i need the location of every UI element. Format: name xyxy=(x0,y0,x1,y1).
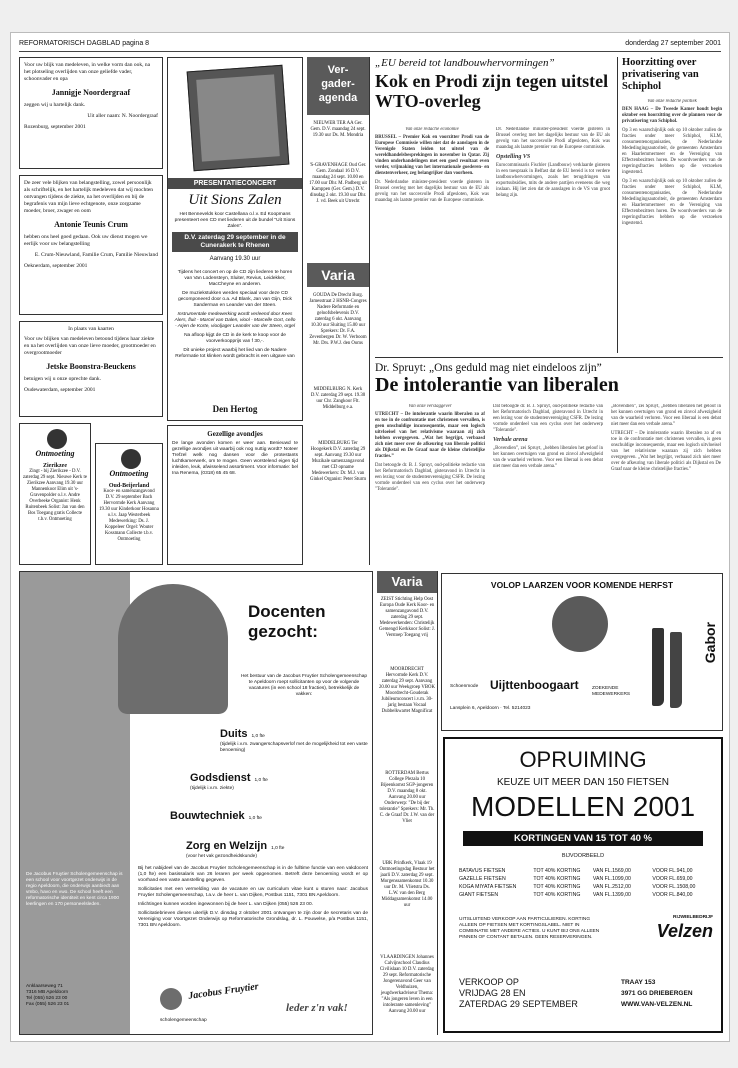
opruiming-discount-band: KORTINGEN VAN 15 TOT 40 % xyxy=(463,831,703,846)
sub-logo: ZOEKENDE MEDEWERKERS xyxy=(592,686,631,697)
article-byline: Van onze redactie economie xyxy=(405,127,459,132)
price-table xyxy=(459,867,707,899)
concert-time: Aanvang 19.30 uur xyxy=(209,256,261,262)
price-cell: VOOR FL.659,00 xyxy=(652,876,693,882)
logo-mark-icon xyxy=(160,988,182,1010)
store-prefix: Schoenmode xyxy=(450,684,479,689)
vacancy-zorg-welzijn xyxy=(186,836,370,860)
circle-logo-icon xyxy=(121,449,141,469)
store-name: Uijttenboogaart xyxy=(490,678,579,692)
den-hertog-logo: Den Hertog xyxy=(212,404,258,414)
article-body: UTRECHT – De intolerantie waarin liberalen zo af en toe in de confrontatie met christenen vervallen, is geen onschuldige inconsequentie, maar een logisch uitvloeisel van het relativisme waaraan zij zich hebben overgegeven. „Wat het begrijpt, verbaasd zich niet meer over de afkeuring van liberale politici als Dijkstal en De Graaf naar de kleine christelijke fracties.” xyxy=(611,431,721,472)
ad-slogan: leder z'n vak! xyxy=(286,1002,348,1014)
article-body: Eurocommissaris Fischler (Landbouw) verklaarde gisteren in een toespraak in Belfast dat de EU bereid is tot verdere landbouwhervormingen, zoals het terugdringen van exportsubsidies, mits de andere partijen eveneens die weg inslaan. Hij liet zien dat de aanslagen in de VS van groot belang zijn. xyxy=(496,163,610,198)
concert-title: Uit Sions Zalen xyxy=(188,192,282,208)
varia-entry: MIDDELBURG N. Kerk D.V. zaterdag 29 sept. 19.30 uur Chr. Zangkoor Flt. Middelburg e.a. xyxy=(310,387,366,410)
article-schiphol xyxy=(617,57,723,353)
varia-entry: GOUDA De Drecht Burg. Jamesstraat 2 HSNB-Congres Nadere Reformatie en geloofsbelevenis D.V. zaterdag 6 okt. Aanvang 10.30 uur Sluiting 15.00 uur Sprekers: Dr. F.A. Zevenbergen Dr. W. Verboom Mr. Drs. P.W.J. den Ooms xyxy=(309,293,367,346)
logo-name: Jacobus Fruytier xyxy=(187,981,260,1002)
price-row xyxy=(459,891,707,899)
vacancy-fte: 1,0 fte xyxy=(271,846,285,851)
varia-title: Varia xyxy=(307,263,369,287)
vacancy-fte: 1,0 fte xyxy=(254,778,268,783)
price-cell: VOOR FL.941,00 xyxy=(652,868,693,874)
article-intolerantie xyxy=(375,357,723,568)
vacancy-duits xyxy=(220,724,370,754)
varia-entry: ZEIST Stichting Help Oost Europa Oude Kerk Koor- en samenzangavond D.V. zaterdag 29 sept. Medewerkenden: Christelijk Gemengd Kerkkoor Solist: J. Verstoep Toegang vrij xyxy=(379,597,435,638)
gabor-brand-logo: Gabor xyxy=(702,622,718,664)
notice-place-date: Oudewaterdam, september 2001 xyxy=(24,387,96,393)
vacancy-note: (voor het vak gezondheidskunde) xyxy=(186,854,257,859)
price-cell: TOT 40% KORTING xyxy=(533,868,581,874)
ad-ontmoeting-zierikzee xyxy=(19,423,91,565)
ad-paragraph: Sollicitatiebrieven dienen uiterlijk D.V. dinsdag 2 oktober 2001 ontvangen te zijn door de secretaris van de Vereniging voor Voortgezet Onderwijs op Reformatorische Grondslag, dr. L. Pouwelse, p/a Postbus 1151, 7301 BN Apeldoorn. xyxy=(138,911,368,928)
sidebar-orange-panel xyxy=(20,572,130,1035)
concert-paragraph: Tijdens het concert en op de CD zijn liederen te horen van Van Lodensteyn, Sluiter, Revius, Leidekker, MacCheyne en anderen. xyxy=(177,270,293,287)
article-column-2 xyxy=(496,127,610,353)
ad-title: Oud-Beijerland xyxy=(108,483,150,489)
ad-text: Zingt - bij Zierikzee - D.V. zaterdag 29 sept. Nieuwe Kerk te Zierikzee Aanvang 19.30 uur Mannenkoor Elim uit 's-Gravenpolder o.l.v. Andre Overbeeke Organist: Henk Ruitenbeek Solist: Jan van den Bos Toegang gratis Collecte t.b.v. Ontmoeting xyxy=(23,469,87,522)
vacancy-note: (tijdelijk i.v.m. ziekte) xyxy=(190,786,234,791)
article-column-1 xyxy=(375,404,485,566)
title-line: Docenten xyxy=(248,602,326,621)
sale-line: ZATERDAG 29 SEPTEMBER xyxy=(459,999,578,1009)
price-cell: VAN FL.1569,00 xyxy=(592,868,631,874)
article-subhead: Verbale arena xyxy=(493,437,528,443)
concert-paragraph: Dit unieke project waarbij het lied van de Nadere Reformatie tot klinken wordt gebracht is een uitgave van xyxy=(175,348,295,359)
photo-man-image xyxy=(118,584,228,714)
ad-body xyxy=(138,866,368,929)
title-line: gader- xyxy=(321,78,355,90)
ad-headline: VOLOP LAARZEN VOOR KOMENDE HERFST xyxy=(490,580,674,590)
varia-entry: ROTTERDAM Bertus College Plezala 10 Bijeenkomst SGP-jongeren D.V. maandag 8 okt. Aanvang 20.00 uur Onderwerp: "De bij der tolerantie" Sprekers: Mr. Th. C. de Graaf Dr. J.W. van der Vliet xyxy=(379,771,435,824)
notice-text: hebben ons heel goed gedaan. Ook uw dienst mogen we eerlijk voor uw belangstelling xyxy=(24,234,148,247)
price-cell: GIANT FIETSEN xyxy=(459,892,499,898)
paper-name: REFORMATORISCH DAGBLAD pagina 8 xyxy=(19,40,150,47)
address-line: 3971 GG DRIEBERGEN xyxy=(621,990,693,997)
logo-brand-text: Velzen xyxy=(656,921,713,941)
varia-entry: MIDDELBURG Ter Hoogekerk D.V. zaterdag 29 sept. Aanvang 19.30 uur Muzikale samenzangavond met CD opname Medewerkers: Dr. M.J. van Ginkel Organist: Peter Sturm xyxy=(309,441,366,482)
jacobus-fruytier-logo xyxy=(160,980,280,1030)
concert-paragraph: Na afloop kijgt de CD in de kerk te koop voor de voorverkoopprijs van f 30,-. xyxy=(184,333,286,344)
deceased-name: Jetske Boonstra-Beuckens xyxy=(46,362,136,371)
sale-dates xyxy=(459,977,578,1010)
varia-column-2 xyxy=(377,571,438,1035)
varia-title: Varia xyxy=(377,571,437,593)
notice-signature: Uit aller naam: N. Noordergraaf xyxy=(87,113,158,119)
vacancy-title: Duits xyxy=(220,728,248,740)
price-row xyxy=(459,883,707,891)
opruiming-fineprint: UITSLUITEND VERKOOP AAN PARTICULIEREN. KORTING ALLEEN OP FIETSEN MET KORTINGSLABEL. NIET IN COMBINATIE MET ANDERE ACTIES. U KUNT BIJ ONS ALLEEN PINNEN OF CONTANT BETALEN. GEEN RESERVERINGEN. xyxy=(459,917,600,940)
ad-paragraph: Inlichtingen kunnen worden ingewonnen bij de heer L. van Dijken (055) 526 23 00. xyxy=(138,902,313,907)
ad-title: Zierikzee xyxy=(43,463,67,469)
notice-place-date: Oeknerdam, september 2001 xyxy=(24,263,88,269)
sale-line: VERKOOP OP xyxy=(459,977,519,987)
logo-text: Ontmoeting xyxy=(35,449,75,458)
title-line: gezocht: xyxy=(248,622,318,641)
ad-gezellige-avondjes xyxy=(167,425,303,565)
ad-title xyxy=(248,602,325,642)
ad-opruiming-velzen xyxy=(443,737,723,1033)
price-cell: TOT 40% KORTING xyxy=(533,884,581,890)
agenda-entry: NIEUWER TER AA Ger. Gem. D.V. maandag 24 sept. 19.30 uur Ds. M. Mondria xyxy=(310,121,366,138)
opruiming-title: OPRUIMING xyxy=(519,747,647,772)
article-body: „Bovendien”, zei Spruyt, „hebben liberalen het geloof in het kunnen overtuigen van grond en zinvol afwezigheid van de waarheid verloren. Voor een liberaal is een debat niet meer dan een verbale arena.” xyxy=(611,404,721,427)
article-body: Dr. Nederlandse minister-president voerde gisteren in Brussel overleg met het dagelijks bestuur van de EU als gevolg van het succesvolle Prodi afgesloten, Kok was maandag als laatste premier van de Europese commissie. xyxy=(375,180,489,203)
notice-noordergraaf xyxy=(19,57,163,169)
woman-photo-image xyxy=(552,596,608,652)
deceased-name: Antonie Teunis Crum xyxy=(54,220,128,229)
price-cell: TOT 40% KORTING xyxy=(533,876,581,882)
varia-entry: MOORDRECHT Hervormde Kerk D.V. zaterdag 29 sept. Aanvang 20.00 uur Weekgroep VBOK Moordrecht-Gouderak Jubileumconcert i.v.m. 30-jarig bestaan Vocaal Dubbelkwartet Magnificat xyxy=(379,667,435,714)
ad-docenten-gezocht xyxy=(19,571,373,1035)
ad-paragraph: Sollicitaties met een vermelding van de vacature en uw curriculum vitae kunt u sturen naar: Jacobus Fruytier Scholengemeenschap, t.a.v. de heer L. van Dijken, Postbus 1151, 7301 BN Apeldoorn. xyxy=(138,887,368,898)
price-cell: KOGA MIYATA FIETSEN xyxy=(459,884,517,890)
article-byline: Van onze verslaggever xyxy=(408,404,452,409)
notice-label: In plaats van kaarten xyxy=(68,326,114,332)
notice-place-date: Rozenburg, september 2001 xyxy=(24,124,86,130)
concert-paragraph: Instrumentale medewerking wordt verleend door Kees Alers, fluit - Marcel van Dalen, viool - Marcelle Gort, cello - Arjen de Korte, viooljager Leander van der Steen, orgel xyxy=(174,312,296,329)
article-subhead: Opstelling VS xyxy=(496,154,531,160)
price-cell: BATAVUS FIETSEN xyxy=(459,868,506,874)
deceased-name: Jannigje Noordergraaf xyxy=(51,88,131,97)
article-column xyxy=(622,99,722,349)
price-cell: GAZELLE FIETSEN xyxy=(459,876,506,882)
notice-boonstra xyxy=(19,321,163,417)
notice-text: zeggen wij u hartelijk dank. xyxy=(24,102,86,108)
ad-text: Koor- en samenzangavond D.V. 29 september Bach Hervormde Kerk Aanvang 19.30 uur Kinderkoor Hosanna o.l.v. Jaap Westerbeek Medewerking: Ds. J. Koppeleer Orgel: Wouter Kossmann Collecte t.b.v. Ontmoeting xyxy=(99,489,159,542)
title-line: agenda xyxy=(318,92,358,104)
ad-ontmoeting-oud-beijerland xyxy=(95,443,163,565)
boots-image xyxy=(652,628,686,710)
vacancy-fte: 1,0 fte xyxy=(248,816,262,821)
article-body: Dat betoogde dr. B. J. Spruyt, oud-politieke redactie van het Reformatorisch Dagblad, gisteravond in Utrecht in een lezing voor de studentenvereniging CSFR. De lezing vormde onderdeel van een cyclus over het onderwerp "Tolerantie". xyxy=(493,404,603,433)
vacancy-bouwtechniek xyxy=(170,806,370,824)
concert-band: PRESENTATIECONCERT xyxy=(168,178,302,189)
velzen-logo xyxy=(617,915,713,951)
concert-date: D.V. zaterdag 29 september in de Cunerakerk te Rhenen xyxy=(172,232,298,252)
notice-crum xyxy=(19,175,163,315)
article-byline: Van onze redactie politiek xyxy=(647,99,697,104)
price-cell: VAN FL.1399,00 xyxy=(592,892,631,898)
ontmoeting-logo xyxy=(23,427,87,461)
article-body: Dr. Nederlandse minister-president voerde gisteren in Brussel overleg met het dagelijks bestuur van de EU als gevolg van het succesvolle Prodi afgesloten, Kok was maandag als laatste premier van de Europese commissie. xyxy=(496,127,610,150)
logo-subtitle: scholengemeenschap xyxy=(160,1018,207,1023)
store-address: Lansplein 6, Apeldoorn · Tel. 5214023 xyxy=(450,706,531,711)
vacancy-fte: 1,0 fte xyxy=(251,734,265,739)
notice-signature: E. Crum-Nieuwland, Familie Crum, Familie Nieuwland xyxy=(34,252,158,258)
article-lead: UTRECHT – De intolerantie waarin liberalen zo af en toe in de confrontatie met christenen vervallen, is geen onschuldige inconsequentie, maar een logisch uitvloeisel van het relativisme waaraan zij zich hebben overgegeven. „Wat het begrijpt, verbaasd zich niet meer over de afkeuring van liberale politici als Dijkstal en De Graaf naar de kleine christelijke fracties.” xyxy=(375,412,485,459)
concert-text: Het Bennevelds koor Castellana o.l.v. Ed Koopmans presenteert een CD met liederen uit de bundel "Uit Sions Zalen". xyxy=(174,212,296,229)
ad-title: Gezellige avondjes xyxy=(207,430,263,438)
varia-entry: UBK Prinfkerk, Vlaak 19 Ontmoetingsdag Bestuur het jaarli D.V. zaterdag 29 sept. Morgenssamenkomst 10.30 uur Dr. M. Vlietstra Ds. L.W. van den Berg Middagsamenkomst 14.00 uur xyxy=(379,861,435,908)
title-line: Ver- xyxy=(327,64,349,76)
price-row xyxy=(459,867,707,875)
vergaderagenda-title xyxy=(307,57,369,115)
article-headline: De intolerantie van liberalen xyxy=(375,374,619,396)
ad-presentatieconcert xyxy=(167,57,303,421)
store-address xyxy=(621,977,693,1010)
logo-top-text: RIJWIELBEDRIJF xyxy=(673,915,713,920)
article-body: Op 3 en waarschijnlijk ook op 10 oktober zullen de fracties onder meer Schiphol, KLM, consumentenorganisaties, de Nederlandse Mededingingsautoriteit, de gemeenten Amsterdam en Haarlemmermeer en de Vereniging van Effectenbezitters horen. De woordvoerders van de regeringsfracties hebben op die verzoeken ingestemd. xyxy=(622,128,722,175)
page-header xyxy=(19,39,721,52)
logo-text: Ontmoeting xyxy=(109,469,149,478)
notice-text: De zeer vele blijken van belangstelling, zowel persoonlijk als schriftelijk, en het hartelijk medeleven dat wij mochten ontvangen tijdens de ziekte, na het overlijden en bij de begrafenis van mijn lieve echtgenote, onze zorgzame moeder, broer, zwager en oom xyxy=(24,180,154,214)
notice-text: Voor uw blijk van medeleven, in welke vorm dan ook, na het plotseling overlijden van onze geliefde vader, schoonvader en opa xyxy=(24,62,151,82)
article-kicker: „EU bereid tot landbouwhervormingen” xyxy=(375,57,555,69)
sidebar-text: De Jacobus Fruytier Scholengemeenschap is een school voor voortgezet onderwijs in de regio Apeldoorn, die onderwijs aanbiedt aan vmbo, havo en vwo. De school heeft een reformatorische identiteit en kent circa 1900 leerlingen en 170 personeelsleden. xyxy=(26,872,123,907)
article-headline: Hoorzitting over privatisering van Schiphol xyxy=(622,57,699,92)
vacancy-title: Zorg en Welzijn xyxy=(186,840,268,852)
varia-entry: VLAARDINGEN Johannes Calvijnschool Claudius Civilislaan 10 D.V. zaterdag 29 sept. Reformatorische Jongerenavond Geer van Veldhuizen, jeugdwerkadviseur Thema: "Als jongeren leven in een intolerante samenleving" Aanvang 20.00 uur xyxy=(379,955,435,1014)
article-column-3 xyxy=(611,404,721,566)
notice-text: Voor uw blijken van medeleven betoond tijdens haar ziekte en na het overlijden van onze lieve moeder, grootmoeder en overgrootmoeder xyxy=(24,336,156,356)
sale-line: VRIJDAG 28 EN xyxy=(459,988,526,998)
ad-intro: Het bestuur van de Jacobus Fruytier Scholengemeenschap te Apeldoorn roept sollicitanten op voor de volgende vacatures (in een school 18 fracties), betrekkelijk de vakken: xyxy=(240,674,368,697)
price-cell: VOOR FL.1508,00 xyxy=(652,884,696,890)
opruiming-models: MODELLEN 2001 xyxy=(470,791,696,822)
vergaderagenda-column xyxy=(307,57,370,565)
price-row xyxy=(459,875,707,883)
article-body: Dat betoogde dr. B. J. Spruyt, oud-politieke redactie van het Reformatorisch Dagblad, gisteravond in Utrecht in een lezing voor de studentenvereniging CSFR. De lezing vormde onderdeel van een cyclus over het onderwerp "Tolerantie". xyxy=(375,463,485,492)
article-body: „Bovendien”, zei Spruyt, „hebben liberalen het geloof in het kunnen overtuigen van grond en zinvol afwezigheid van de waarheid verloren. Voor een liberaal is een debat niet meer dan een verbale arena.” xyxy=(493,446,603,469)
address-line: TRAAY 153 xyxy=(621,979,656,986)
article-kok-prodi xyxy=(375,57,611,353)
vacancy-title: Bouwtechniek xyxy=(170,810,245,822)
vacancy-title: Godsdienst xyxy=(190,772,251,784)
ad-text: De lange avonden komen er weer aan. Benieuwd te gezellige avondjes uit waarbij ook nog nuttig wordt? Noteer Trefzel welk nog dansen voor die protestants luchtkamerwerk, om te mogen. Geen worstelend eigen tijd inleiden, leuk, afwisselend assortiment. Voor informatie: bel Ina Renema, (0318) 65 45 68. xyxy=(172,441,298,476)
concert-paragraph: De muziekstukken werden speciaal voor deze CD gecomponeerd door o.a. Ad Blank, Jan van Gijn, Dick Sanderman en Leander van der Steen. xyxy=(178,291,292,308)
price-cell: VAN FL.1099,00 xyxy=(592,876,631,882)
price-cell: TOT 40% KORTING xyxy=(533,892,581,898)
article-kicker: Dr. Spruyt: „Ons geduld mag niet eindeloos zijn” xyxy=(375,362,602,374)
circle-logo-icon xyxy=(47,429,67,449)
ontmoeting-logo xyxy=(99,447,159,481)
article-lead: BRUSSEL – Premier Kok en voorzitter Prodi van de Europese Commissie willen niet dat de aanslagen in de Verenigde Staten leiden tot uitstel van de wereldhandelsbesprekingen in november in Qatar. Zij vinden onderhandelingen met een goed resultaat even verder, vrijmaking van het internationale goederen- en dienstenverkeer, zeg belangrijker dan voorheen. xyxy=(375,135,489,176)
notice-text: betuigen wij u onze oprechte dank. xyxy=(24,376,101,382)
ad-paragraph: Bij het nabijdeel van de Jacobus Fruytier Scholengemeenschap is in de fulltime functie van een vakdocent (1,0 fte) een basissalaris van 26 leraren per week opgenomen. Betreft deze benoeming wordt er op voorhand een vaste aanstelling gegeven. xyxy=(138,866,368,883)
agenda-entry: 'S-GRAVENHAGE Oud Ger. Gem. Zondaal 16 D.V. maandag 24 sept. 10.00 en 17.00 uur Dhr. M. Padberg uit Kamppen (Ger. Gem.) D.V. dinsdag 2 okt. 19.30 uur Dhr. J. vd. Beek uit Utrecht xyxy=(309,163,367,204)
website-link[interactable]: WWW.VAN-VELZEN.NL xyxy=(621,1001,693,1008)
vacancy-note: (tijdelijk i.v.m. zwangerschapsverlof met de mogelijkheid tot een vaste benoeming) xyxy=(220,742,368,753)
vacancy-godsdienst xyxy=(190,768,370,792)
price-cell: VOOR FL.840,00 xyxy=(652,892,693,898)
article-lead: DEN HAAG – De Tweede Kamer houdt begin oktober een hoorzitting over de plannen voor de privatisering van Schiphol. xyxy=(622,107,722,124)
page-date: donderdag 27 september 2001 xyxy=(625,40,721,47)
article-headline: Kok en Prodi zijn tegen uitstel WTO-overleg xyxy=(375,71,609,111)
newspaper-page xyxy=(10,32,730,1042)
ad-gabor-laarzen xyxy=(441,573,723,731)
article-column-1 xyxy=(375,127,489,353)
cd-cover-image xyxy=(187,65,290,171)
school-address: Anklaarseweg 71 7316 MB Apeldoorn Tel (055) 526 23 00 Fax (055) 526 23 01 xyxy=(26,984,70,1007)
concert-info xyxy=(174,270,296,360)
price-cell: VAN FL.2512,00 xyxy=(592,884,631,890)
article-column-2 xyxy=(493,404,603,566)
opruiming-subtitle: KEUZE UIT MEER DAN 150 FIETSEN xyxy=(496,777,670,788)
article-body: Op 3 en waarschijnlijk ook op 10 oktober zullen de fracties onder meer Schiphol, KLM, consumentenorganisaties, de Nederlandse Mededingingsautoriteit, de gemeenten Amsterdam en Haarlemmermeer en de Vereniging van Effectenbezitters horen. De woordvoerders van de regeringsfracties hebben op die verzoeken ingestemd. xyxy=(622,179,722,226)
opruiming-example-label: BIJVOORBEELD xyxy=(561,853,605,859)
